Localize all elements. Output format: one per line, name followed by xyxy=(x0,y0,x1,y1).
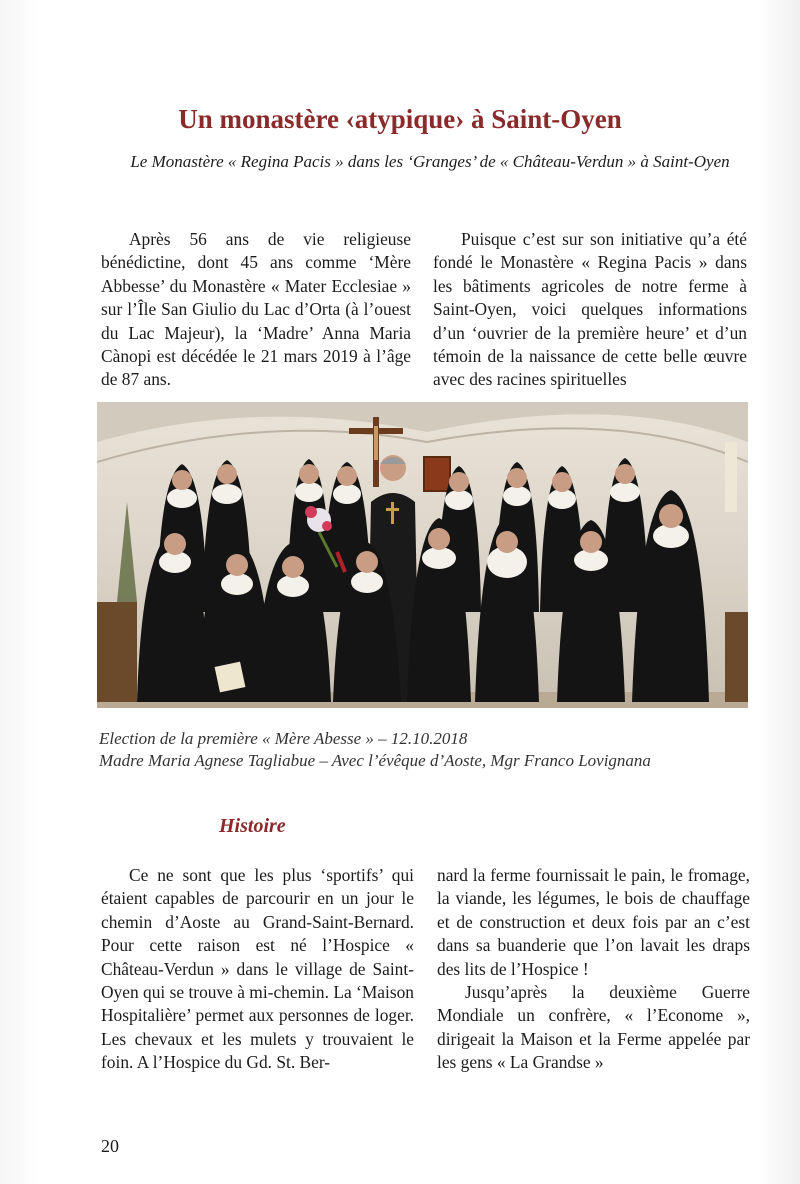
intro-column-left xyxy=(101,228,411,392)
page-number: 20 xyxy=(101,1136,119,1156)
photo-caption xyxy=(99,728,759,772)
article-title: Un monastère ‹atypique› à Saint-Oyen xyxy=(178,104,622,134)
intro-column-right xyxy=(433,228,747,392)
group-photo xyxy=(97,402,748,708)
photo-caption-line-2: Madre Maria Agnese Tagliabue – Avec l’évêque d’Aoste, Mgr Franco Lovignana xyxy=(99,751,651,770)
history-paragraph-left: Ce ne sont que les plus ‘sportifs’ qui étaient capables de parcourir en un jour le chemin d’Aoste au Grand-Saint-Bernard. Pour cette raison est né l’Hospice « Château-Verdun » dans le village de Saint-Oyen qui se trouve à mi-chemin. La ‘Maison Hospitalière’ permet aux personnes de loger. Les chevaux et les mulets y trouvaient le foin. A l’Hospice du Gd. St. Ber- xyxy=(101,865,414,1073)
intro-paragraph-left: Après 56 ans de vie religieuse bénédictine, dont 45 ans comme ‘Mère Abbesse’ du Monastère « Mater Ecclesiae » sur l’Île San Giulio du Lac d’Orta (à l’ouest du Lac Majeur), la ‘Madre’ Anna Maria Cànopi est décédée le 21 mars 2019 à l’âge de 87 ans. xyxy=(101,229,411,390)
article-subtitle: Le Monastère « Regina Pacis » dans les ‘Granges’ de « Château-Verdun » à Saint-Oyen xyxy=(130,152,730,171)
history-column-right xyxy=(437,864,750,1075)
history-paragraph-right-2: Jusqu’après la deuxième Guerre Mondiale un confrère, « l’Econome », dirigeait la Maison et la Ferme appelée par les gens « La Grandse » xyxy=(437,982,750,1073)
section-title: Histoire xyxy=(219,815,286,837)
history-paragraph-right-1: nard la ferme fournissait le pain, le fromage, la viande, les légumes, le bois de chauffage et de construction et deux fois par an c’est dans sa buanderie que l’on lavait les draps des lits de l’Hospice ! xyxy=(437,865,750,979)
photo-caption-line-1: Election de la première « Mère Abesse » – 12.10.2018 xyxy=(99,729,468,748)
history-column-left xyxy=(101,864,414,1075)
intro-paragraph-right: Puisque c’est sur son initiative qu’a été fondé le Monastère « Regina Pacis » dans les bâtiments agricoles de notre ferme à Saint-Oyen, voici quelques informations d’un ‘ouvrier de la première heure’ et d’un témoin de la naissance de cette belle œuvre avec des racines spirituelles xyxy=(433,229,747,390)
